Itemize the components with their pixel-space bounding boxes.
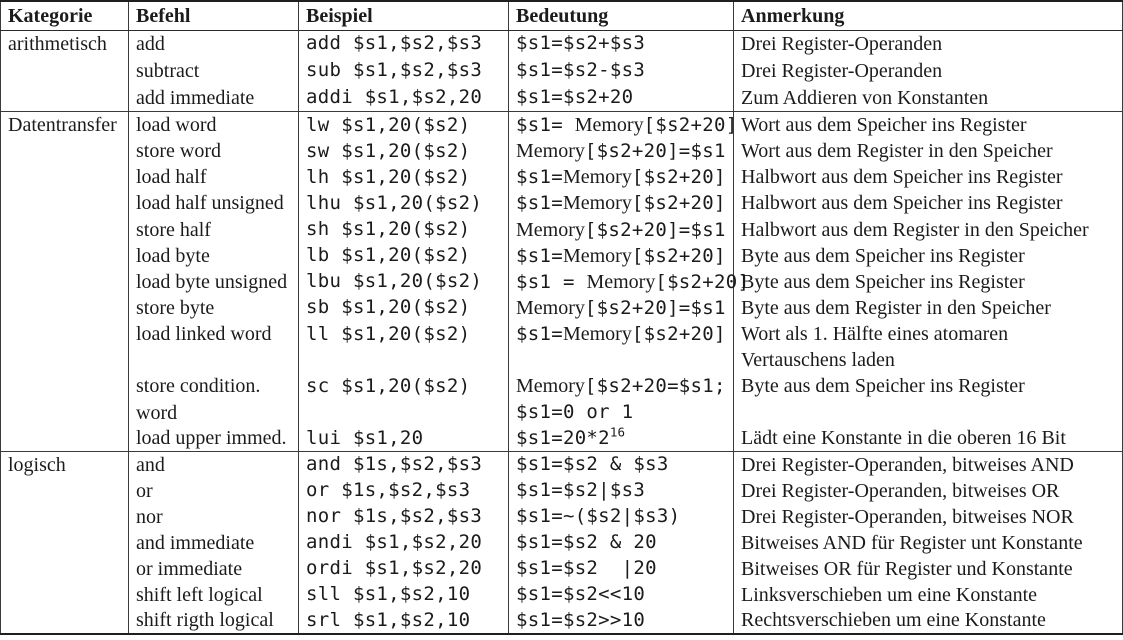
cell-beispiel: sll $s1,$s2,10 xyxy=(299,582,509,608)
column-header-kategorie: Kategorie xyxy=(1,1,129,30)
cell-beispiel: add $s1,$s2,$s3 xyxy=(299,30,509,57)
column-header-befehl: Befehl xyxy=(129,1,299,30)
cell-kategorie xyxy=(1,530,129,556)
cell-anmerkung: Halbwort aus dem Speicher ins Register xyxy=(734,164,1123,190)
cell-befehl: load half unsigned xyxy=(129,190,299,216)
cell-kategorie xyxy=(1,478,129,504)
table-row xyxy=(1,138,1123,164)
cell-bedeutung: Memory[$s2+20]=$s1 xyxy=(509,216,734,242)
cell-bedeutung xyxy=(509,347,734,373)
table-row xyxy=(1,85,1123,112)
cell-anmerkung: Drei Register-Operanden xyxy=(734,30,1123,57)
cell-kategorie: arithmetisch xyxy=(8,32,107,55)
table-row xyxy=(1,190,1123,216)
cell-anmerkung: Byte aus dem Speicher ins Register xyxy=(734,269,1123,295)
table-row xyxy=(1,530,1123,556)
cell-bedeutung: $s1=$s2>>10 xyxy=(509,608,734,634)
cell-anmerkung: Wort als 1. Hälfte eines atomaren xyxy=(734,321,1123,347)
cell-kategorie xyxy=(1,164,129,190)
column-header-bedeutung: Bedeutung xyxy=(509,1,734,30)
cell-befehl: store condition. xyxy=(129,373,299,399)
cell-anmerkung: Bitweises OR für Register und Konstante xyxy=(734,556,1123,582)
cell-bedeutung: $s1=$s2<<10 xyxy=(509,582,734,608)
cell-kategorie xyxy=(1,399,129,425)
table-row xyxy=(1,452,1123,478)
cell-anmerkung: Byte aus dem Speicher ins Register xyxy=(734,373,1123,399)
cell-bedeutung: $\$s1=20*2^{16}$ xyxy=(509,426,734,452)
cell-anmerkung: Bitweises AND für Register unt Konstante xyxy=(734,530,1123,556)
cell-befehl: store word xyxy=(129,138,299,164)
column-header-beispiel: Beispiel xyxy=(299,1,509,30)
cell-kategorie xyxy=(1,190,129,216)
cell-befehl: store half xyxy=(129,216,299,242)
cell-kategorie xyxy=(1,295,129,321)
cell-beispiel: sh $s1,20($s2) xyxy=(299,216,509,242)
table-row xyxy=(1,164,1123,190)
cell-bedeutung: Memory[$s2+20]=$s1 xyxy=(509,295,734,321)
cell-anmerkung: Wort aus dem Register in den Speicher xyxy=(734,138,1123,164)
table-body xyxy=(1,30,1123,634)
cell-beispiel: lw $s1,20($s2) xyxy=(299,112,509,138)
cell-befehl: load upper immed. xyxy=(129,426,299,452)
cell-anmerkung: Byte aus dem Register in den Speicher xyxy=(734,295,1123,321)
cell-kategorie xyxy=(1,321,129,347)
table-row xyxy=(1,373,1123,399)
cell-bedeutung: $s1=Memory[$s2+20] xyxy=(509,243,734,269)
cell-befehl xyxy=(129,347,299,373)
cell-anmerkung: Zum Addieren von Konstanten xyxy=(734,85,1123,112)
table-row xyxy=(1,608,1123,634)
table-row xyxy=(1,57,1123,84)
cell-befehl: load byte xyxy=(129,243,299,269)
cell-kategorie xyxy=(1,347,129,373)
column-header-anmerkung: Anmerkung xyxy=(734,1,1123,30)
cell-befehl: load linked word xyxy=(129,321,299,347)
cell-kategorie xyxy=(1,504,129,530)
cell-befehl: add xyxy=(129,30,299,57)
cell-befehl: word xyxy=(129,399,299,425)
table-row xyxy=(1,504,1123,530)
cell-beispiel xyxy=(299,399,509,425)
cell-bedeutung: $s1=Memory[$s2+20] xyxy=(509,164,734,190)
cell-bedeutung: $s1=$s2 & $s3 xyxy=(509,452,734,478)
cell-bedeutung: Memory[$s2+20=$s1; xyxy=(509,373,734,399)
cell-anmerkung: Linksverschieben um eine Konstante xyxy=(734,582,1123,608)
table-row xyxy=(1,216,1123,242)
cell-anmerkung: Byte aus dem Speicher ins Register xyxy=(734,243,1123,269)
cell-bedeutung: $s1=Memory[$s2+20] xyxy=(509,321,734,347)
cell-befehl: load word xyxy=(129,112,299,138)
cell-bedeutung: $s1=0 or 1 xyxy=(509,399,734,425)
cell-bedeutung: Memory[$s2+20]=$s1 xyxy=(509,138,734,164)
table-row xyxy=(1,556,1123,582)
cell-anmerkung: Wort aus dem Speicher ins Register xyxy=(734,112,1123,138)
cell-befehl: and immediate xyxy=(129,530,299,556)
cell-bedeutung: $s1=Memory[$s2+20] xyxy=(509,190,734,216)
cell-kategorie xyxy=(1,85,129,112)
cell-beispiel: andi $s1,$s2,20 xyxy=(299,530,509,556)
cell-bedeutung: $s1=$s2|$s3 xyxy=(509,478,734,504)
cell-beispiel: lbu $s1,20($s2) xyxy=(299,269,509,295)
cell-beispiel: sw $s1,20($s2) xyxy=(299,138,509,164)
table-row xyxy=(1,399,1123,425)
cell-bedeutung: $s1=$s2+20 xyxy=(509,85,734,112)
cell-kategorie xyxy=(1,216,129,242)
cell-beispiel: lhu $s1,20($s2) xyxy=(299,190,509,216)
cell-anmerkung: Rechtsverschieben um eine Konstante xyxy=(734,608,1123,634)
cell-kategorie xyxy=(1,57,129,84)
cell-beispiel: nor $1s,$s2,$s3 xyxy=(299,504,509,530)
cell-anmerkung xyxy=(734,399,1123,425)
cell-bedeutung: $s1=$s2 & 20 xyxy=(509,530,734,556)
cell-kategorie: logisch xyxy=(1,452,129,478)
cell-kategorie xyxy=(1,582,129,608)
cell-kategorie xyxy=(1,243,129,269)
cell-kategorie xyxy=(1,138,129,164)
cell-befehl: add immediate xyxy=(129,85,299,112)
cell-befehl: load byte unsigned xyxy=(129,269,299,295)
cell-bedeutung: $s1=$s2 |20 xyxy=(509,556,734,582)
cell-beispiel xyxy=(299,347,509,373)
cell-anmerkung: Drei Register-Operanden, bitweises AND xyxy=(734,452,1123,478)
cell-anmerkung: Halbwort aus dem Speicher ins Register xyxy=(734,190,1123,216)
cell-beispiel: lb $s1,20($s2) xyxy=(299,243,509,269)
cell-kategorie xyxy=(1,269,129,295)
cell-beispiel: addi $s1,$s2,20 xyxy=(299,85,509,112)
cell-bedeutung: $s1 = Memory[$s2+20] xyxy=(509,269,734,295)
cell-befehl: and xyxy=(129,452,299,478)
cell-bedeutung: $s1=~($s2|$s3) xyxy=(509,504,734,530)
cell-befehl: load half xyxy=(129,164,299,190)
cell-beispiel: sub $s1,$s2,$s3 xyxy=(299,57,509,84)
header-row xyxy=(1,1,1123,30)
cell-befehl: shift rigth logical xyxy=(129,608,299,634)
cell-anmerkung: Vertauschens laden xyxy=(734,347,1123,373)
cell-befehl: shift left logical xyxy=(129,582,299,608)
cell-beispiel: lh $s1,20($s2) xyxy=(299,164,509,190)
table-row xyxy=(1,582,1123,608)
cell-anmerkung: Halbwort aus dem Register in den Speicher xyxy=(734,216,1123,242)
table-row xyxy=(1,269,1123,295)
table-row xyxy=(1,347,1123,373)
cell-kategorie xyxy=(1,373,129,399)
table-row xyxy=(1,426,1123,452)
table-row xyxy=(1,30,1123,57)
cell-befehl: or immediate xyxy=(129,556,299,582)
cell-kategorie xyxy=(1,426,129,452)
cell-bedeutung: $s1=$s2+$s3 xyxy=(509,30,734,57)
cell-beispiel: ll $s1,20($s2) xyxy=(299,321,509,347)
cell-kategorie xyxy=(1,556,129,582)
table-row xyxy=(1,295,1123,321)
cell-beispiel: lui $s1,20 xyxy=(299,426,509,452)
cell-befehl: or xyxy=(129,478,299,504)
cell-beispiel: srl $s1,$s2,10 xyxy=(299,608,509,634)
cell-anmerkung: Drei Register-Operanden, bitweises NOR xyxy=(734,504,1123,530)
table-row xyxy=(1,243,1123,269)
cell-beispiel: sb $s1,20($s2) xyxy=(299,295,509,321)
cell-kategorie xyxy=(1,608,129,634)
cell-beispiel: and $1s,$s2,$s3 xyxy=(299,452,509,478)
cell-bedeutung: $s1=$s2-$s3 xyxy=(509,57,734,84)
table-row xyxy=(1,478,1123,504)
cell-beispiel: sc $s1,20($s2) xyxy=(299,373,509,399)
cell-beispiel: ordi $s1,$s2,20 xyxy=(299,556,509,582)
cell-anmerkung: Drei Register-Operanden xyxy=(734,57,1123,84)
cell-anmerkung: Drei Register-Operanden, bitweises OR xyxy=(734,478,1123,504)
cell-kategorie: Datentransfer xyxy=(1,112,129,138)
cell-befehl: store byte xyxy=(129,295,299,321)
cell-anmerkung: Lädt eine Konstante in die oberen 16 Bit xyxy=(734,426,1123,452)
table-row xyxy=(1,112,1123,138)
cell-befehl: subtract xyxy=(129,57,299,84)
cell-beispiel: or $1s,$s2,$s3 xyxy=(299,478,509,504)
table-row xyxy=(1,321,1123,347)
cell-befehl: nor xyxy=(129,504,299,530)
cell-bedeutung: $s1= Memory[$s2+20] xyxy=(509,112,734,138)
